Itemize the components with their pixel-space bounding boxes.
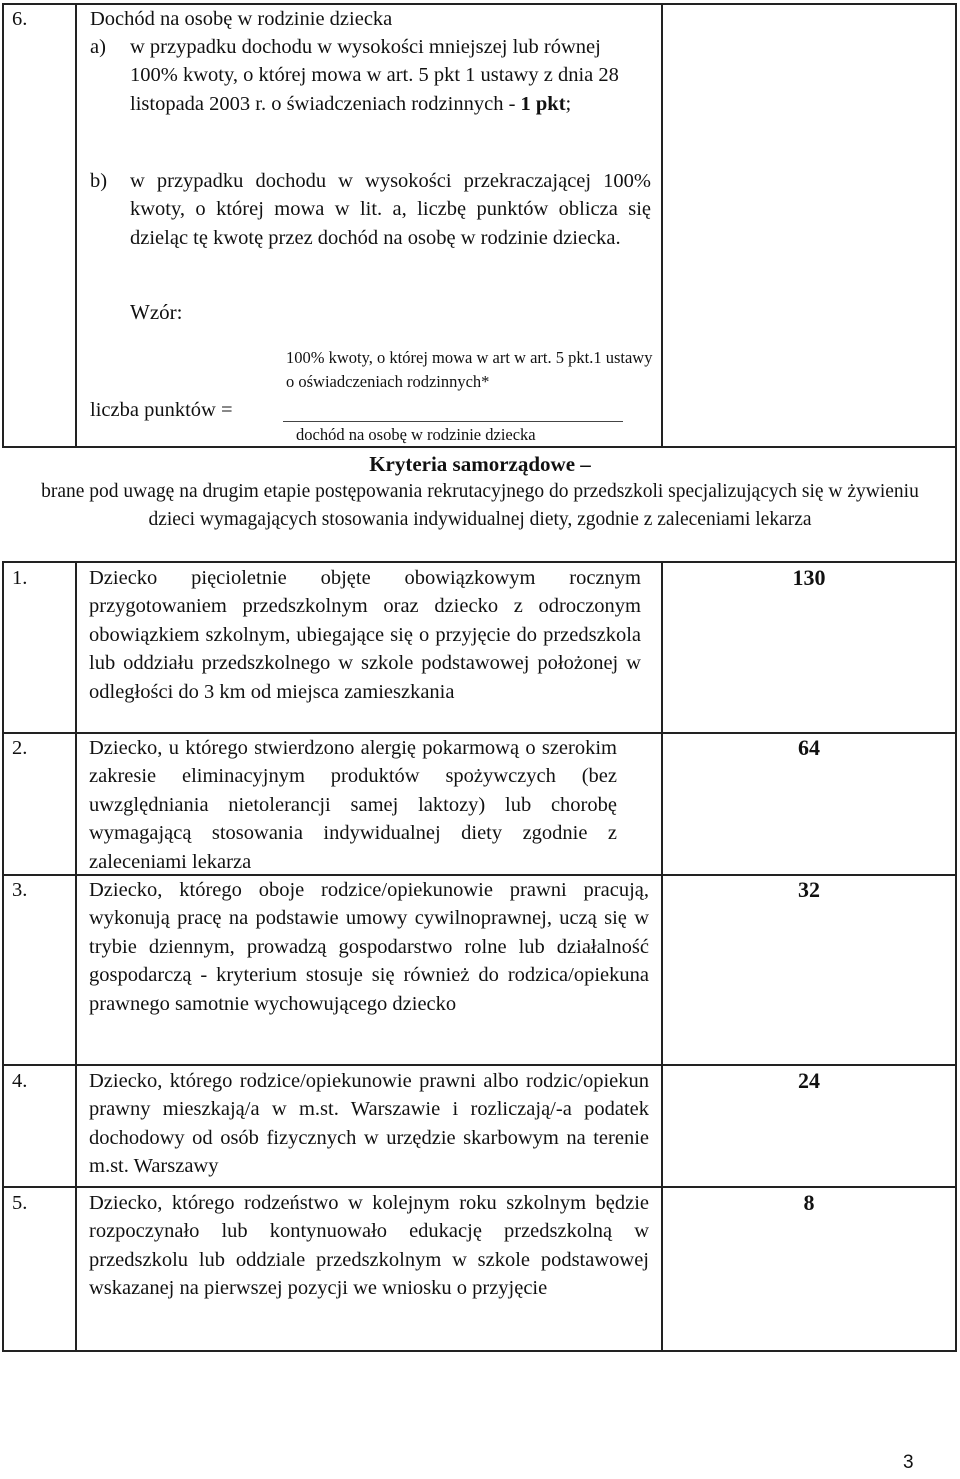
row6-a-text [130,33,642,118]
table-border-left-bottom [2,561,4,1352]
criterion-1-points: 130 [792,565,826,590]
column-divider-points-top [661,3,663,448]
table-divider-header [2,561,956,563]
criterion-5-points: 8 [803,1190,815,1215]
formula-fraction-bar [283,421,623,422]
criterion-1-number: 1. [12,567,28,589]
formula-denominator: dochód na osobę w rodzinie dziecka [296,425,536,444]
row6-title: Dochód na osobę w rodzinie dziecka [90,8,393,30]
criterion-1-text: Dziecko pięcioletnie objęte obowiązkowym rocznym przygotowaniem przedszkolnym oraz dziecko z odroczonym obowiązkiem szkolnym, ubiegające się o przyjęcie do przedszkola lub oddziału przedszkolnego w szkole podstawowej położonej w odległości do 3 km od miejsca zamieszkania [89,567,641,703]
column-divider-number-bottom [75,561,77,1352]
row6-number: 6. [12,8,28,30]
criteria-description: brane pod uwagę na drugim etapie postępowania rekrutacyjnego do przedszkoli specjalizujących się w żywieniu dzieci wymagających stosowania indywidualnej diety, zgodnie z zaleceniami lekarza [41,481,919,530]
row6-b-text: w przypadku dochodu w wysokości przekraczającej 100% kwoty, o której mowa w lit. a, liczbę punktów oblicza się dzieląc tę kwotę przez dochód na osobę w rodzinie dziecka. [130,170,651,249]
criterion-2-number: 2. [12,737,28,759]
table-divider-4 [2,1186,956,1188]
criterion-3-points: 32 [798,877,820,902]
criterion-4-text: Dziecko, którego rodzice/opiekunowie prawni albo rodzic/opiekun prawny mieszkają/a w m.st. Warszawie i rozliczają/-a podatek dochodowy od osób fizycznych w urzędzie skarbowym na terenie m.st. Warszawy [89,1070,649,1178]
row6-a-label: a) [90,36,106,58]
table-divider-3 [2,1064,956,1066]
table-border-left-top [2,3,4,448]
row6-b-label: b) [90,170,108,192]
criterion-4-number: 4. [12,1070,28,1092]
row6-a-points: 1 pkt [520,92,566,115]
formula-lhs: liczba punktów = [90,399,233,421]
criterion-5-number: 5. [12,1192,28,1214]
column-divider-points-bottom [661,561,663,1352]
column-divider-number-top [75,3,77,448]
criterion-4-points: 24 [798,1068,820,1093]
table-divider-row6 [2,446,956,448]
formula-numerator: 100% kwoty, o której mowa w art w art. 5 pkt.1 ustawy o oświadczeniach rodzinnych* [286,348,653,391]
table-border-bottom [2,1350,956,1352]
page-number: 3 [903,1452,914,1473]
criterion-2-points: 64 [798,735,820,760]
criterion-3-text: Dziecko, którego oboje rodzice/opiekunowie prawni pracują, wykonują pracę na podstawie umowy cywilnoprawnej, uczą się w trybie dziennym, prowadzą gospodarstwo rolne lub działalność gospodarczą - kryterium stosuje się również do rodzica/opiekuna prawnego samotnie wychowującego dziecko [89,879,649,1015]
criterion-2-text: Dziecko, u którego stwierdzono alergię pokarmową o szerokim zakresie eliminacyjnym produktów spożywczych (bez uwzględniania nietolerancji samej laktozy) lub chorobę wymagającą stosowania indywidualnej diety zgodnie z zaleceniami lekarza [89,737,617,873]
row6-a-body: w przypadku dochodu w wysokości mniejszej lub równej 100% kwoty, o której mowa w art. 5 pkt 1 ustawy z dnia 28 listopada 2003 r. o świadczeniach rodzinnych - [130,36,619,115]
criterion-5-text: Dziecko, którego rodzeństwo w kolejnym roku szkolnym będzie rozpoczynało lub kontynuowało edukację przedszkolną w przedszkolu lub oddziale przedszkolnym w szkole podstawowej wskazanej na pierwszej pozycji we wniosku o przyjęcie [89,1192,649,1300]
criteria-title: Kryteria samorządowe – [369,452,591,476]
criterion-3-number: 3. [12,879,28,901]
table-border-right [955,3,957,1352]
formula-label: Wzór: [130,300,183,324]
row6-a-end: ; [565,92,572,115]
